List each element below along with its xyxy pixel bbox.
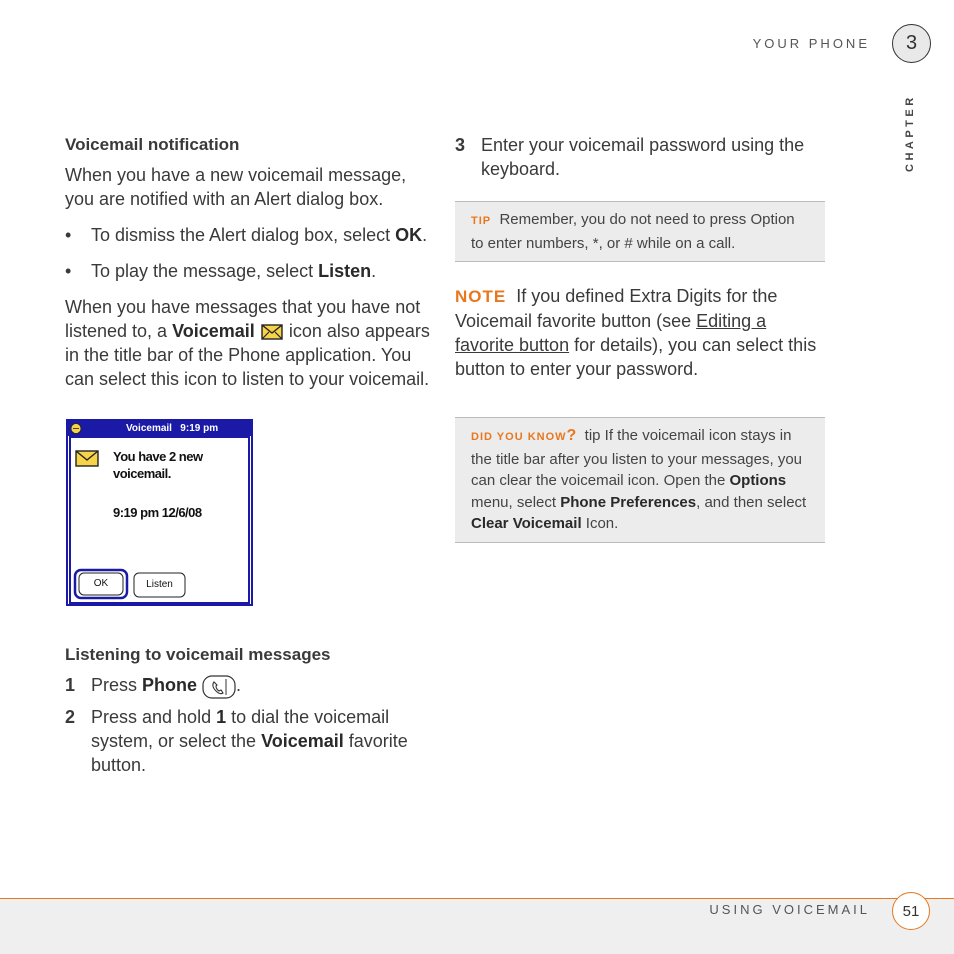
dyk-text: , and then select (696, 493, 807, 511)
listen-button[interactable]: Listen (146, 579, 173, 590)
chapter-number-badge: 3 (892, 24, 931, 63)
section-heading-listening: Listening to voicemail messages (65, 645, 331, 664)
step-text: Press and hold (91, 707, 217, 728)
bullet-text: To play the message, select (91, 261, 319, 281)
paragraph-text-end: icon also appears in the title bar of the Phone application. You can select this icon to listen to your voicemail. (65, 321, 430, 389)
paragraph-voicemail-icon (65, 295, 437, 391)
bullet-text-end: . (371, 261, 377, 281)
step-item (65, 673, 437, 699)
paragraph-text: When you have messages that you have not listened to, a (65, 297, 421, 341)
bullet-text-end: . (422, 225, 428, 245)
step-item (455, 133, 825, 181)
ok-button[interactable]: OK (93, 578, 109, 589)
dialog-datetime: 9:19 pm 12/6/08 (113, 505, 202, 520)
step-bold: Phone (142, 675, 198, 695)
note-paragraph (455, 284, 825, 381)
envelope-icon (260, 323, 284, 341)
step-text: Enter your voicemail password using the keyboard. (481, 135, 805, 179)
dialog-title: Voicemail 9:19 pm (126, 423, 219, 434)
footer-section: USING VOICEMAIL (709, 902, 870, 917)
running-header: YOUR PHONE (752, 36, 870, 51)
tip-text: Remember, you do not need to press Option to enter numbers, *, or # while on a call. (471, 211, 795, 252)
dyk-bold: Clear Voicemail (471, 515, 582, 532)
dialog-message-line: voicemail. (113, 466, 171, 481)
dialog-message (113, 448, 203, 482)
question-mark-icon: ? (566, 427, 577, 444)
dialog-message-line: You have 2 new (113, 449, 203, 464)
paragraph-bold: Voicemail (172, 321, 255, 341)
paragraph-intro: When you have a new voicemail message, you are notified with an Alert dialog box. (65, 165, 407, 209)
editing-favorite-link[interactable]: Editing a favorite button (455, 311, 767, 355)
bullet-bold: OK (395, 225, 423, 245)
did-you-know-box (455, 417, 825, 543)
dyk-text-end: Icon. (581, 515, 619, 532)
list-item (65, 223, 437, 247)
step-bold: Voicemail (261, 731, 344, 752)
section-heading-notification: Voicemail notification (65, 135, 240, 154)
step-number: 1 (65, 675, 76, 695)
note-text: If you defined Extra Digits for the Voicemail favorite button (see (455, 286, 778, 331)
tip-box (455, 201, 825, 262)
step-item (65, 705, 437, 777)
bullet-bold: Listen (318, 261, 372, 281)
step-bold: 1 (216, 707, 227, 728)
dyk-bold: Phone Preferences (560, 493, 697, 511)
chapter-label: CHAPTER (904, 94, 916, 172)
phone-button-icon (202, 673, 236, 699)
dyk-text: menu, select (471, 493, 561, 511)
bullet-icon: • (65, 225, 72, 245)
did-you-know-tag: DID YOU KNOW (471, 431, 567, 443)
dyk-bold: Options (729, 472, 787, 489)
left-column (65, 133, 437, 783)
bullet-icon: • (65, 261, 72, 281)
step-text-end: . (236, 675, 242, 695)
step-text: to dial the voicemail system, or select the (91, 707, 390, 752)
bullet-text: To dismiss the Alert dialog box, select (91, 225, 396, 245)
step-number: 3 (455, 135, 466, 155)
list-item (65, 259, 437, 283)
note-tag: NOTE (455, 287, 507, 306)
page-number-badge: 51 (892, 892, 930, 930)
right-column (455, 133, 825, 543)
step-text-end: favorite button. (91, 731, 408, 776)
dialog-time: 9:19 pm (180, 423, 219, 434)
note-text-end: for details), you can select this button to enter your password. (455, 335, 817, 379)
tip-tag: TIP (471, 215, 492, 227)
step-text: Press (91, 675, 143, 695)
dyk-text: tip If the voicemail icon stays in the title bar after you listen to your messages, you can clear the voicemail icon. Open the (471, 427, 803, 489)
alert-dialog-screenshot (66, 419, 253, 607)
step-number: 2 (65, 707, 76, 728)
